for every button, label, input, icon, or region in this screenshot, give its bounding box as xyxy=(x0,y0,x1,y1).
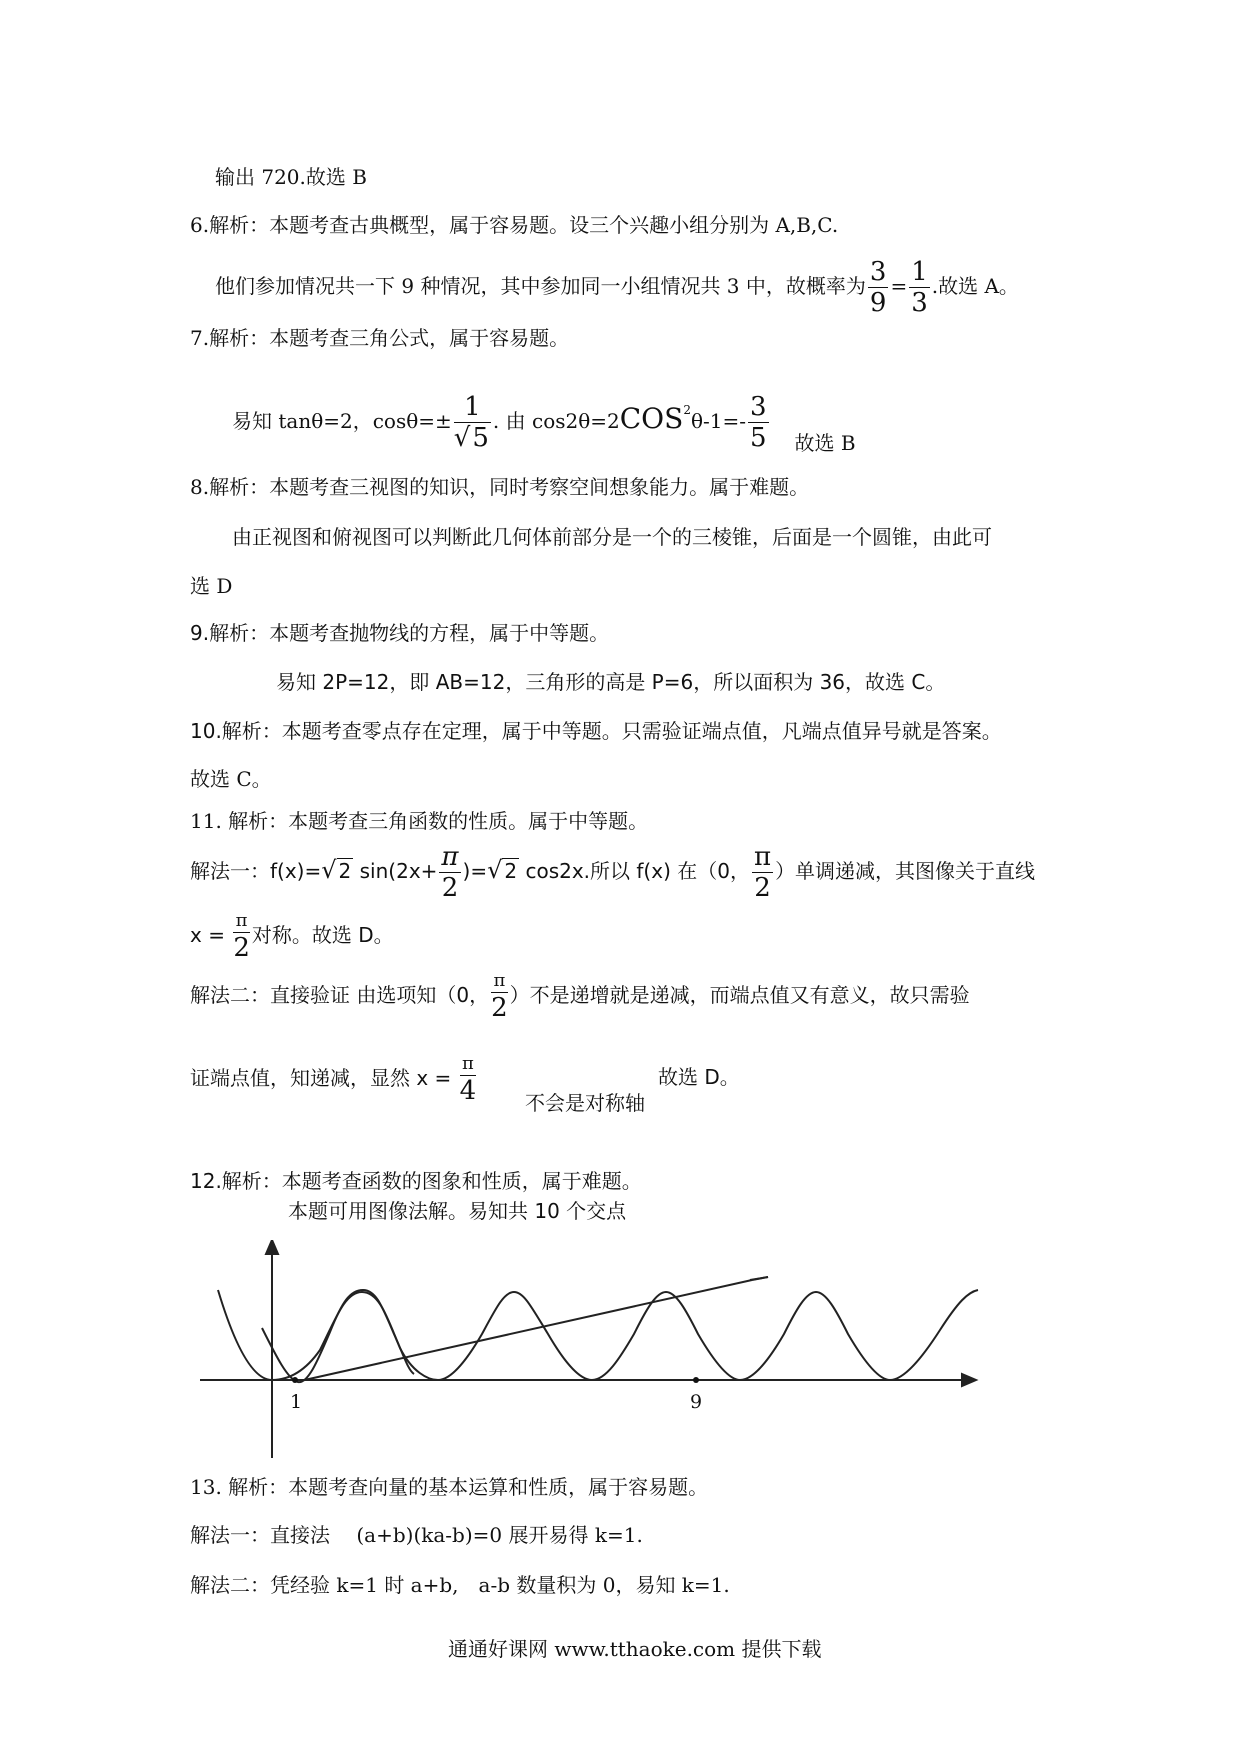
q7-body: 易知 tanθ=2，cosθ=± $\frac{1}{√5}$ . 由 $\cos 2\theta=2COS^2\theta-1=-$ $\frac{3}{5}$ 故选 B xyxy=(232,392,856,455)
tick-label-9: 9 xyxy=(690,1391,703,1413)
fraction-3-5: $\frac{3}{5}$ xyxy=(750,392,767,453)
text-line: 输出 720.故选 B xyxy=(215,165,367,189)
tick-label-1: 1 xyxy=(290,1391,303,1413)
q11-symmetry-line: x = $\frac{\pi}{2}$ 对称。故选 D。 xyxy=(190,910,394,963)
sine-curve xyxy=(262,1290,414,1382)
point-9 xyxy=(693,1377,699,1383)
q11-choose-d: 故选 D。 xyxy=(658,1065,740,1089)
q10-body: 故选 C。 xyxy=(190,767,272,791)
cosine-curve xyxy=(218,1290,978,1380)
fraction-1-3: $\frac{1}{3}$ xyxy=(911,257,928,318)
q7-heading: 7.解析：本题考查三角公式，属于容易题。 xyxy=(190,326,570,350)
q9-body: 易知 2P=12，即 AB=12，三角形的高是 P=6，所以面积为 36，故选 C。 xyxy=(276,670,946,694)
q11-method-2: 解法二：直接验证 由选项知（0， $\frac{\pi}{2}$ ）不是递增就是递减，而端点值又有意义，故只需验 xyxy=(190,970,970,1023)
q6-body: 他们参加情况共一下 9 种情况，其中参加同一小组情况共 3 中，故概率为 $\frac{3}{9}$ = $\frac{1}{3}$ .故选 A。 xyxy=(215,257,1019,318)
x-axis-arrow xyxy=(962,1374,976,1386)
fraction-pi-2: $\frac{\pi}{2}$ xyxy=(491,970,508,1023)
fraction-pi-2: $\frac{\pi}{2}$ xyxy=(233,910,250,963)
fraction-pi-2: $\frac{\pi}{2}$ xyxy=(753,842,772,903)
q11-method-1: 解法一：f(x)=√ 2 sin(2x+ $\frac{\pi}{2}$ )=√ 2 cos2x.所以 f(x) 在（0， $\frac{\pi}{2}$ ）单调递减，其图像关于直线 xyxy=(190,842,1036,903)
q8-body-2: 选 D xyxy=(190,574,233,598)
point-1 xyxy=(292,1377,298,1383)
q13-method-1: 解法一：直接法 (a+b)(ka-b)=0 展开易得 k=1. xyxy=(190,1523,643,1547)
fraction-pi-4: $\frac{\pi}{4}$ xyxy=(459,1053,477,1106)
q11-method-2-cont: 证端点值，知递减，显然 x = $\frac{\pi}{4}$ xyxy=(190,1053,477,1106)
fraction-pi-2: $\frac{\pi}{2}$ xyxy=(441,842,459,903)
footer: 通通好课网 www.tthaoke.com 提供下载 xyxy=(448,1637,822,1661)
q13-heading: 13. 解析：本题考查向量的基本运算和性质，属于容易题。 xyxy=(190,1475,709,1499)
q12-body: 本题可用图像法解。易知共 10 个交点 xyxy=(288,1199,627,1223)
fraction-1-sqrt5: $\frac{1}{√5}$ xyxy=(453,392,489,453)
y-axis-arrow xyxy=(266,1240,278,1254)
q10-heading: 10.解析：本题考查零点存在定理，属于中等题。只需验证端点值，凡端点值异号就是答案。 xyxy=(190,719,1002,743)
q11-heading: 11. 解析：本题考查三角函数的性质。属于中等题。 xyxy=(190,809,649,833)
straight-line xyxy=(300,1280,752,1381)
q9-heading: 9.解析：本题考查抛物线的方程，属于中等题。 xyxy=(190,621,610,645)
function-graph xyxy=(180,1240,980,1460)
q12-heading: 12.解析：本题考查函数的图象和性质，属于难题。 xyxy=(190,1169,642,1193)
q11-not-axis: 不会是对称轴 xyxy=(525,1091,645,1115)
q6-heading: 6.解析：本题考查古典概型，属于容易题。设三个兴趣小组分别为 A,B,C. xyxy=(190,213,839,237)
q8-heading: 8.解析：本题考查三视图的知识，同时考察空间想象能力。属于难题。 xyxy=(190,475,810,499)
q8-body: 由正视图和俯视图可以判断此几何体前部分是一个的三棱锥，后面是一个圆锥，由此可 xyxy=(232,525,992,549)
fraction-3-9: $\frac{3}{9}$ xyxy=(869,257,887,318)
q13-method-2: 解法二：凭经验 k=1 时 a+b, a-b 数量积为 0，易知 k=1. xyxy=(190,1573,730,1597)
